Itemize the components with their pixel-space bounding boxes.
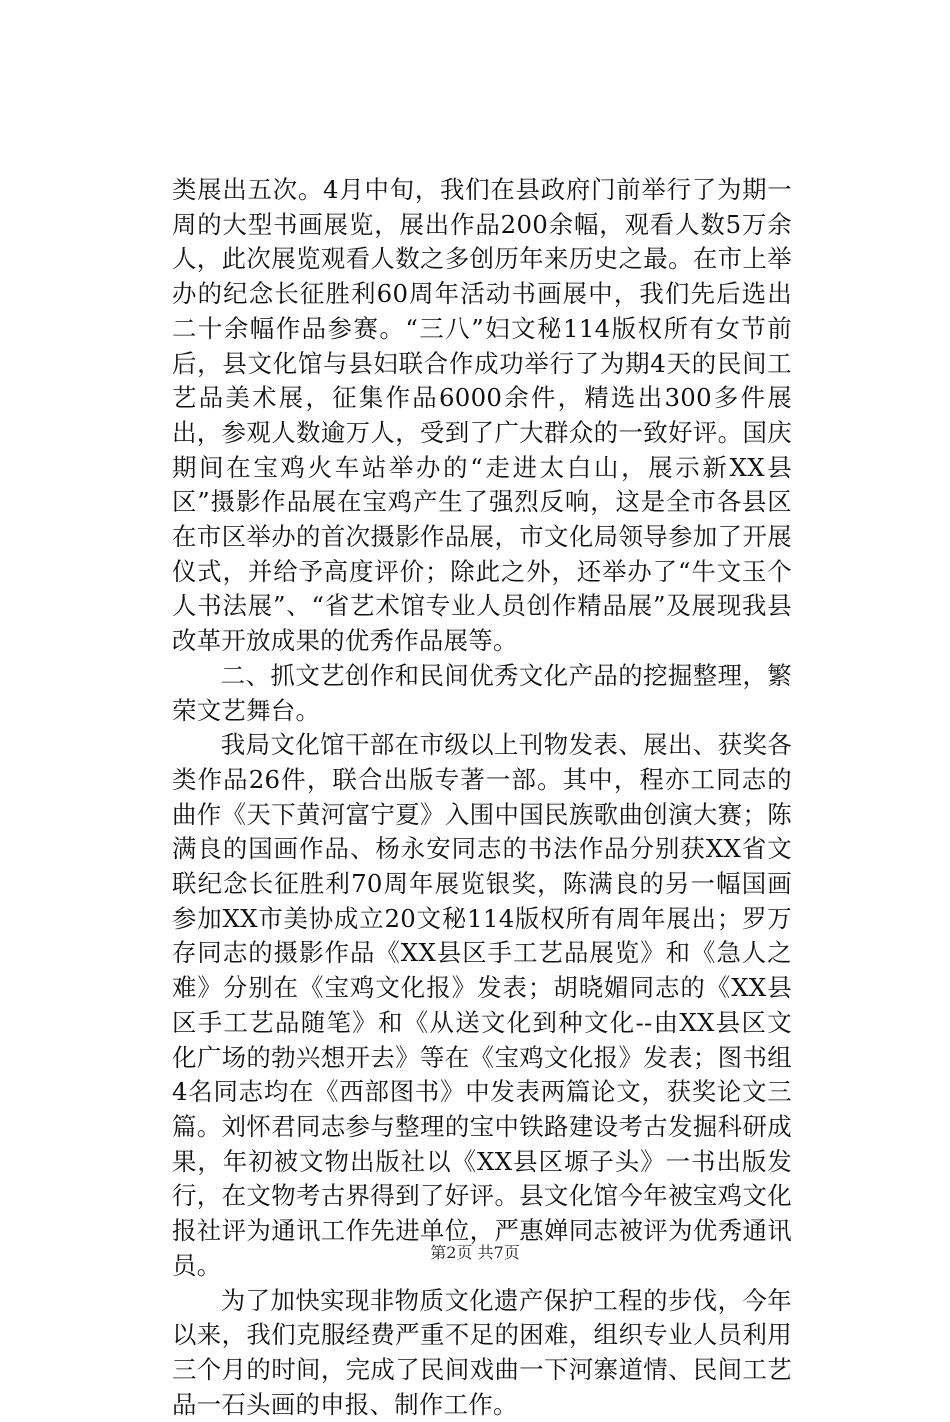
page-number-footer: 第2页 共7页 <box>0 1243 950 1263</box>
document-body <box>172 173 792 1422</box>
section-heading-2: 二、抓文艺创作和民间优秀文化产品的挖掘整理，繁荣文艺舞台。 <box>172 659 792 728</box>
paragraph-creations: 我局文化馆干部在市级以上刊物发表、展出、获奖各类作品26件，联合出版专著一部。其中，程亦工同志的曲作《天下黄河富宁夏》入围中国民族歌曲创演大赛；陈满良的国画作品、杨永安同志的书法作品分别获XX省文联纪念长征胜利70周年展览银奖，陈满良的另一幅国画参加XX市美协成立20文秘114版权所有周年展出；罗万存同志的摄影作品《XX县区手工艺品展览》和《急人之难》分别在《宝鸡文化报》发表；胡晓媚同志的《XX县区手工艺品随笔》和《从送文化到种文化--由XX县区文化广场的勃兴想开去》等在《宝鸡文化报》发表；图书组4名同志均在《西部图书》中发表两篇论文，获奖论文三篇。刘怀君同志参与整理的宝中铁路建设考古发掘科研成果，年初被文物出版社以《XX县区塬子头》一书出版发行，在文物考古界得到了好评。县文化馆今年被宝鸡文化报社评为通讯工作先进单位，严惠婵同志被评为优秀通讯员。 <box>172 728 792 1283</box>
paragraph-exhibitions: 类展出五次。4月中旬，我们在县政府门前举行了为期一周的大型书画展览，展出作品200余幅，观看人数5万余人，此次展览观看人数之多创历年来历史之最。在市上举办的纪念长征胜利60周年活动书画展中，我们先后选出二十余幅作品参赛。“三八”妇文秘114版权所有女节前后，县文化馆与县妇联合作成功举行了为期4天的民间工艺品美术展，征集作品6000余件，精选出300多件展出，参观人数逾万人，受到了广大群众的一致好评。国庆期间在宝鸡火车站举办的“走进太白山，展示新XX县区”摄影作品展在宝鸡产生了强烈反响，这是全市各县区在市区举办的首次摄影作品展，市文化局领导参加了开展仪式，并给予高度评价；除此之外，还举办了“牛文玉个人书法展”、“省艺术馆专业人员创作精品展”及展现我县改革开放成果的优秀作品展等。 <box>172 173 792 659</box>
paragraph-heritage: 为了加快实现非物质文化遗产保护工程的步伐，今年以来，我们克服经费严重不足的困难，组织专业人员利用三个月的时间，完成了民间戏曲一下河寨道情、民间工艺品一石头画的申报、制作工作。 <box>172 1284 792 1422</box>
